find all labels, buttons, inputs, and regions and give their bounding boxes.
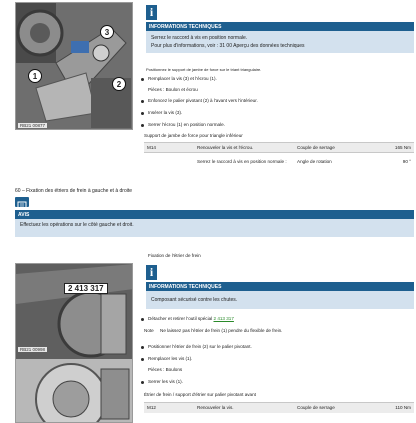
info-line: Serrez le raccord à vis en position normale. [151, 35, 248, 41]
info-body: Composant sécurisé contre les chutes. [146, 291, 414, 309]
spec-row [144, 403, 414, 413]
step-item: Serrer les vis (1). [148, 379, 183, 384]
tool-label: 2 413 317 [64, 283, 108, 294]
bullet [141, 381, 144, 384]
step-item: Insérer la vis (3). [148, 110, 183, 115]
bullet [141, 124, 144, 127]
notebook-icon [15, 200, 29, 210]
avis-icon [15, 197, 29, 207]
spec-title: Étrier de frein / support d'étrier sur palier pivotant avant [144, 392, 256, 397]
bullet [141, 346, 144, 349]
avis-body: Effectuez les opérations sur le côté gauche et droit. [15, 219, 414, 237]
step-item: Remplacer les vis (1). [148, 356, 193, 361]
info-body [146, 31, 414, 53]
info-icon: i [146, 265, 157, 280]
bullet [141, 112, 144, 115]
callout-2: 2 [112, 77, 126, 91]
info-heading: INFORMATIONS TECHNIQUES [146, 22, 414, 31]
info-line: Pour plus d'informations, voir : 31 00 Aperçu des données techniques [151, 43, 305, 49]
spec-row [144, 143, 414, 153]
special-tool-link[interactable]: 2 413 317 [213, 316, 234, 321]
step-item [148, 316, 234, 321]
step-item: Serrer l'écrou (1) en position normale. [148, 122, 225, 127]
section-title: 60 – Fixation des étriers de frein à gauche et à droite [15, 188, 133, 194]
figure-brake-caliper-photo [15, 263, 133, 423]
spec-action: Renouveler la vis et l'écrou. [194, 143, 294, 153]
step-item: Positionner l'étrier de frein (2) sur le palier pivotant. [148, 344, 252, 349]
pieces-text: Pièces : Boulons [148, 367, 183, 372]
avis-heading: AVIS [15, 210, 414, 219]
spec-size: M12 [144, 403, 194, 413]
note-label: Note [144, 328, 154, 333]
spec-size: M14 [144, 143, 194, 153]
spec-action: Renouveler la vis. [194, 403, 294, 413]
figure-caption: RB21 00998 [20, 347, 46, 352]
info-icon: i [146, 5, 157, 20]
bullet [141, 100, 144, 103]
info-heading: INFORMATIONS TECHNIQUES [146, 282, 414, 291]
spec-value: 165 Nm [369, 143, 414, 153]
spec-value: 110 Nm [369, 403, 414, 413]
spec-row [144, 153, 414, 171]
note-text: Ne laissez pas l'étrier de frein (1) pendre du flexible de frein. [160, 328, 283, 333]
spec-action: Serrez le raccord à vis en position normale : [194, 153, 294, 171]
step-intro: Positionnez le support de jambe de force sur le triant triangulaire. [146, 67, 262, 72]
spec-table [144, 142, 414, 171]
spec-label: Angle de rotation [294, 153, 369, 171]
callout-3: 3 [100, 25, 114, 39]
spec-value: 90 ° [369, 153, 414, 171]
bullet [141, 78, 144, 81]
suspension-drawing [16, 3, 133, 130]
spec-label: Couple de serrage [294, 143, 369, 153]
spec-size [144, 153, 194, 171]
step-item: Remplacer la vis (3) et l'écrou (1). [148, 76, 217, 81]
step-item: Enfoncez le palier pivotant (2) à l'avant vers l'intérieur. [148, 98, 258, 103]
bullet [141, 358, 144, 361]
bullet [141, 318, 144, 321]
step-text: Détacher et retirer l'outil spécial [148, 316, 213, 321]
spec-label: Couple de serrage [294, 403, 369, 413]
spec-title: Support de jambe de force pour triangle inférieur [144, 133, 243, 138]
figure-caption: RB21 00877 [20, 123, 46, 128]
subsection-title: Fixation de l'étrier de frein [148, 253, 201, 258]
spec-table [144, 402, 414, 413]
figure-suspension-photo [15, 2, 133, 130]
callout-1: 1 [28, 69, 42, 83]
pieces-text: Pièces : Boulon et écrou [148, 87, 198, 92]
